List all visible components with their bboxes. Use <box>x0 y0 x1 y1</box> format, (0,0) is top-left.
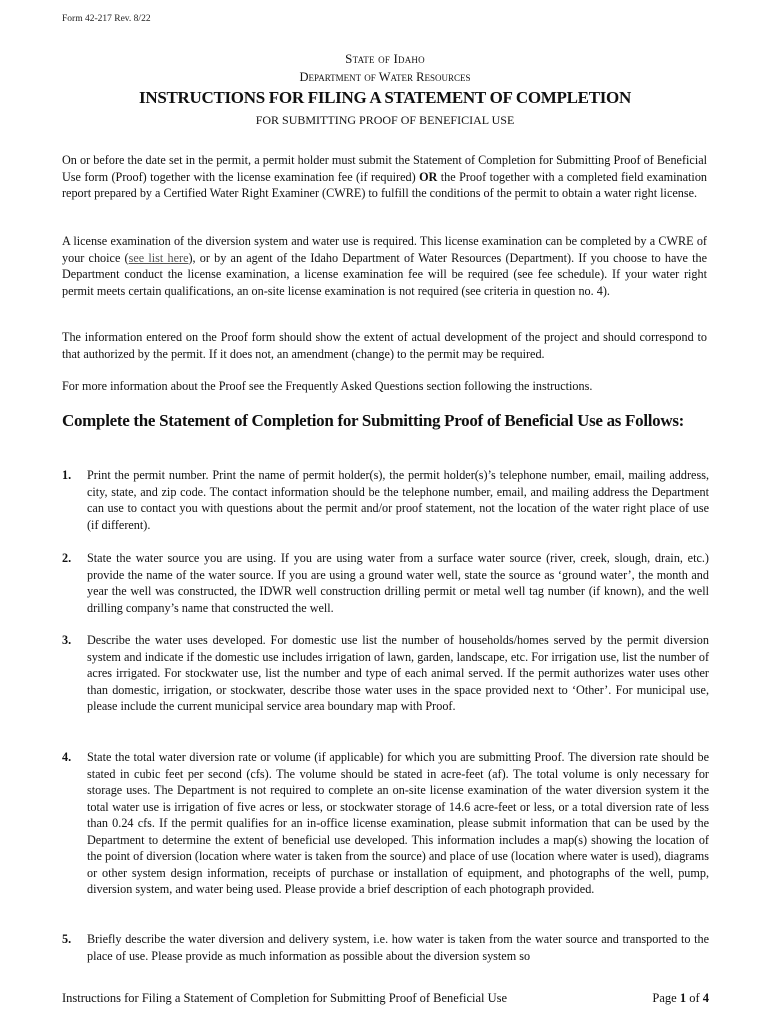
item-number: 5. <box>62 932 72 946</box>
page-current: 1 <box>679 991 687 1005</box>
item-text: Describe the water uses developed. For domestic use list the number of households/homes served by the permit diversion system and indicate if the domestic use includes irrigation of lawn, garden, landscape, etc. For irrigation use, list the number of acres irrigated. For stockwater use, list the number and type of each animal served. If the permit authorizes water uses other than domestic, irrigation, or stockwater, describe those water uses in the space provided next to ‘Other’. For municipal use, please include the current municipal service area boundary map with Proof. <box>87 633 709 713</box>
item-number: 1. <box>62 468 72 482</box>
instruction-item <box>62 632 709 715</box>
item-text: Briefly describe the water diversion and delivery system, i.e. how water is taken from the water source and transported to the place of use. Please provide as much information as possible about the diversion system so <box>87 932 709 963</box>
license-exam-text-2: ), or by an agent of the Idaho Department of Water Resources (Department). If you choose to have the Department conduct the license examination, a license examination fee will be required (see fee schedule). If your water right permit meets certain qualifications, an on-site license examination is not required (see criteria in question no. 4). <box>62 250 708 298</box>
item-text: State the water source you are using. If you are using water from a surface water source (river, creek, slough, drain, etc.) provide the name of the water source. If you are using a ground water well, state the source as ‘ground water’, the month and year the well was constructed, the IDWR well construction drilling permit or metal well tag number (if known), and the well drilling company’s name that constructed the well. <box>87 551 709 615</box>
item-number: 4. <box>62 750 72 764</box>
item-number: 2. <box>62 551 72 565</box>
item-text: Print the permit number. Print the name of permit holder(s), the permit holder(s)’s telephone number, email, mailing address, city, state, and zip code. The contact information should be the telephone number, email, and mailing address the Department can use to contact you with questions about the permit and/or proof statement, not the location of the water right place of use (if different). <box>87 468 709 532</box>
footer-title: Instructions for Filing a Statement of Completion for Submitting Proof of Beneficial Use <box>62 991 508 1005</box>
instruction-item <box>62 550 709 616</box>
page-indicator <box>652 991 709 1006</box>
section-heading: Complete the Statement of Completion for Submitting Proof of Beneficial Use as Follows: <box>62 411 685 430</box>
state-heading: State of Idaho <box>345 51 425 66</box>
page-label: Page <box>652 991 677 1005</box>
page-footer <box>62 991 709 1006</box>
instruction-item <box>62 749 709 898</box>
form-number: Form 42-217 Rev. 8/22 <box>62 14 151 24</box>
intro-text-2: the Proof together with a completed field examination report prepared by a Certified Water Right Examiner (CWRE) to fulfill the conditions of the permit to obtain a water right license. <box>62 169 708 200</box>
page-total: 4 <box>702 991 709 1005</box>
intro-or-emphasis: OR <box>419 169 438 184</box>
instruction-item <box>62 931 709 964</box>
department-heading: Department of Water Resources <box>299 70 471 84</box>
proof-info-paragraph: The information entered on the Proof form should show the extent of actual development of the project and should correspond to that authorized by the permit. If it does not, an amendment (change) to the permit may be required. <box>62 330 707 361</box>
page-title: INSTRUCTIONS FOR FILING A STATEMENT OF COMPLETION <box>139 88 631 107</box>
license-exam-text-1: A license examination of the diversion system and water use is required. This license examination can be completed by a CWRE of your choice ( <box>62 234 707 265</box>
instruction-item <box>62 467 709 533</box>
cwre-list-link[interactable]: see list here <box>128 250 189 265</box>
page-of: of <box>689 991 700 1005</box>
intro-paragraph <box>62 152 707 202</box>
intro-text-1: On or before the date set in the permit, a permit holder must submit the Statement of Completion for Submitting Proof of Beneficial Use form (Proof) together with the license examination fee (if required) <box>62 153 707 184</box>
page-subtitle: FOR SUBMITTING PROOF OF BENEFICIAL USE <box>255 113 515 127</box>
faq-paragraph: For more information about the Proof see the Frequently Asked Questions section following the instructions. <box>62 379 593 393</box>
item-number: 3. <box>62 633 72 647</box>
license-exam-paragraph <box>62 233 707 299</box>
item-text: State the total water diversion rate or volume (if applicable) for which you are submitting Proof. The diversion rate should be stated in cubic feet per second (cfs). The volume should be stated in acre-feet (af). The total volume is only necessary for storage uses. The Department is not required to complete an on-site license examination of the water diversion system it the total water use is irrigation of five acres or less, or stockwater storage of 14.6 acre-feet or less, or a total diversion rate of less than 0.24 cfs. If the permit qualifies for an in-office license examination, please submit information that can be used by the Department to determine the extent of beneficial use developed. This information includes a map(s) showing the location of the point of diversion (location where water is taken from the source) and place of use (location where water is used), diagrams or other system design information, receipts of purchase or installation of equipment, and photographs of the well, pump, diversion system, and water being used. Please provide a brief description of each photograph provided. <box>87 750 709 896</box>
